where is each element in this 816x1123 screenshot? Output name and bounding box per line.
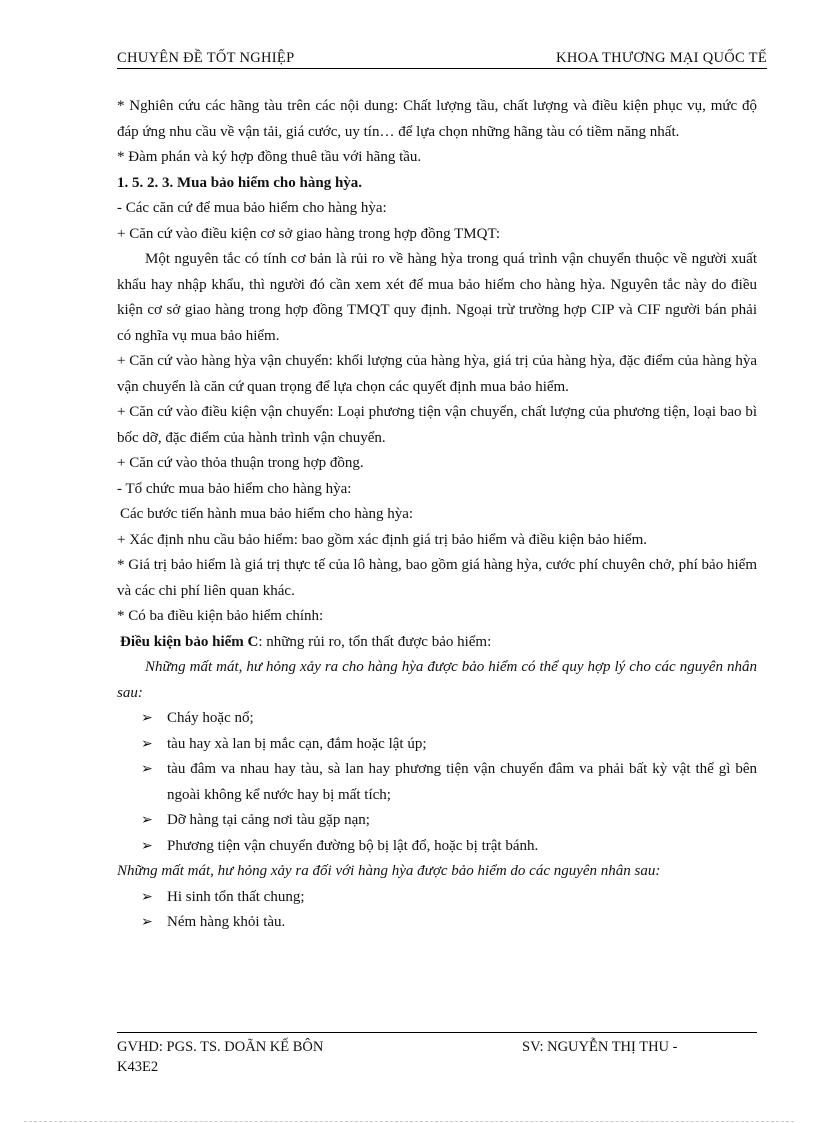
list-item: ➢ Dỡ hàng tại cảng nơi tàu gặp nạn; [141, 808, 757, 834]
list-item: ➢ tàu hay xà lan bị mắc cạn, đắm hoặc lật úp; [141, 732, 757, 758]
arrow-bullet-icon: ➢ [141, 711, 153, 726]
arrow-bullet-icon: ➢ [141, 736, 153, 752]
paragraph [117, 630, 757, 656]
cause-list-2 [117, 885, 757, 936]
footer-student: SV: NGUYỄN THỊ THU - [522, 1039, 678, 1055]
footer-supervisor: GVHD: PGS. TS. DOÃN KẾ BÔN [117, 1039, 324, 1055]
list-item: ➢ Cháy hoặc nổ; [141, 706, 757, 732]
arrow-bullet-icon: ➢ [141, 889, 153, 905]
header-left-title: CHUYÊN ĐỀ TỐT NGHIỆP [117, 50, 295, 66]
page-header [117, 48, 767, 69]
list-item: ➢ Ném hàng khỏi tàu. [141, 910, 757, 936]
list-item: ➢ tàu đâm va nhau hay tàu, sà lan hay phương tiện vận chuyển đâm va phải bất kỳ vật thể gì bên ngoài không kể nước hay bị mất tích; [141, 757, 757, 808]
paragraph: Một nguyên tắc có tính cơ bản là rủi ro về hàng hỳa trong quá trình vận chuyển thuộc về người xuất khẩu hay nhập khẩu, thì người đó cần xem xét để mua bảo hiểm cho hàng hỳa. Nguyên tắc này do điều kiện cơ sở giao hàng trong hợp đồng TMQT quy định. Ngoại trừ trường hợp CIP và CIF người bán phải có nghĩa vụ mua bảo hiểm. [117, 251, 757, 344]
arrow-bullet-icon: ➢ [141, 813, 153, 828]
paragraph: + Căn cứ vào điều kiện cơ sở giao hàng trong hợp đồng TMQT: [117, 225, 501, 242]
paragraph: + Xác định nhu cầu bảo hiểm: bao gồm xác định giá trị bảo hiểm và điều kiện bảo hiểm. [117, 531, 647, 548]
footer-class: K43E2 [117, 1059, 159, 1075]
paragraph: - Các căn cứ để mua bảo hiểm cho hàng hỳa: [117, 200, 387, 216]
paragraph: + Căn cứ vào điều kiện vận chuyển: Loại phương tiện vận chuyển, chất lượng của phương tiện, loại bao bì bốc dỡ, đặc điểm của hành trình vận chuyển. [117, 404, 757, 446]
paragraph: * Đàm phán và ký hợp đồng thuê tầu với hãng tầu. [117, 149, 422, 165]
section-heading: 1. 5. 2. 3. Mua bảo hiểm cho hàng hỳa. [117, 174, 363, 191]
paragraph: + Căn cứ vào hàng hỳa vận chuyển: khối lượng của hàng hỳa, giá trị của hàng hỳa, đặc điểm của hàng hỳa vận chuyển là căn cứ quan trọng để lựa chọn các quyết định mua bảo hiểm. [117, 353, 757, 395]
condition-c-text: : những rủi ro, tổn thất được bảo hiểm: [258, 633, 492, 650]
document-body [117, 94, 757, 936]
list-item: ➢ Phương tiện vận chuyển đường bộ bị lật đổ, hoặc bị trật bánh. [141, 834, 757, 860]
page-edge-divider [24, 1121, 794, 1122]
arrow-bullet-icon: ➢ [141, 762, 153, 777]
paragraph: Những mất mát, hư hỏng xảy ra đối với hàng hỳa được bảo hiểm do các nguyên nhân sau: [117, 863, 661, 879]
paragraph: - Tổ chức mua bảo hiểm cho hàng hỳa: [117, 480, 352, 497]
paragraph: * Nghiên cứu các hãng tàu trên các nội dung: Chất lượng tầu, chất lượng và điều kiện phục vụ, mức độ đáp ứng nhu cầu về vận tải, giá cước, uy tín… để lựa chọn những hãng tàu có tiềm năng nhất. [117, 98, 757, 140]
arrow-bullet-icon: ➢ [141, 915, 153, 930]
paragraph: Các bước tiến hành mua bảo hiểm cho hàng hỳa: [120, 506, 414, 522]
paragraph: + Căn cứ vào thỏa thuận trong hợp đồng. [117, 455, 364, 471]
condition-c-label: Điều kiện bảo hiểm C [120, 633, 259, 650]
page-footer [117, 1032, 757, 1075]
cause-list [117, 706, 757, 859]
paragraph: * Giá trị bảo hiểm là giá trị thực tế của lô hàng, bao gồm giá hàng hỳa, cước phí chuyên chở, phí bảo hiểm và các chi phí liên quan khác. [117, 557, 757, 599]
paragraph: * Có ba điều kiện bảo hiểm chính: [117, 608, 324, 624]
paragraph: Những mất mát, hư hỏng xảy ra cho hàng hỳa được bảo hiểm có thể quy hợp lý cho các nguyên nhân sau: [117, 659, 757, 701]
header-right-title: KHOA THƯƠNG MẠI QUỐC TẾ [556, 50, 767, 66]
arrow-bullet-icon: ➢ [141, 838, 153, 854]
list-item: ➢ Hi sinh tổn thất chung; [141, 885, 757, 911]
